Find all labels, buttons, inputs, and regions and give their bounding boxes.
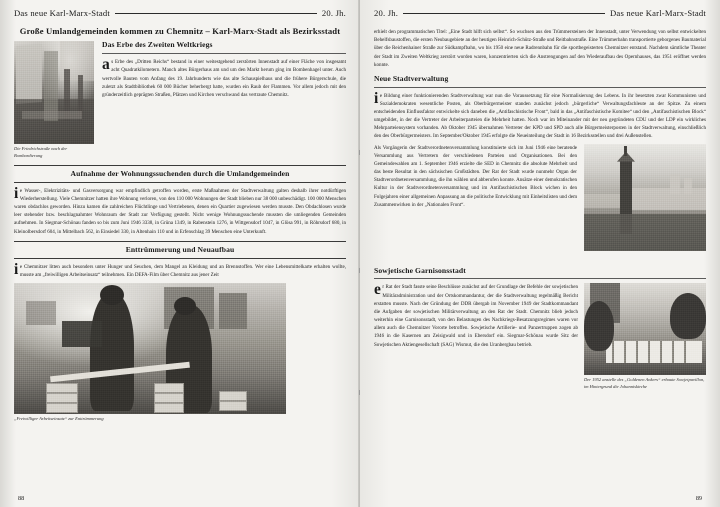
section-text-war-legacy: as Erbe des „Dritten Reichs“ bestand in einer weitestgehend zerstörten Innenstadt auf einer Fläche von insgesamt acht Quadratkilometern. Manch altes Bürgerhaus am und um den Markt herum ging im Bombenhagel unter. Auch wertvolle Bauten vom Anfang des 19. Jahrhunderts wie das alte Schauspielhaus und die frühere Bürgerschule, die zuletzt als Stadtbibliothek 60 000 Bücher beherbergt hatte, wurden ein Raub der Flammen. Vor allem jedoch mit den gründerzeitlich geprägten Straßen, Plätzen und Kirchen verschwand das vertraute Chemnitz. bbox=[102, 56, 346, 98]
city-photo-column bbox=[584, 144, 706, 251]
running-head-title-right: Das neue Karl-Marx-Stadt bbox=[610, 8, 706, 18]
right-lead-paragraph: erhielt den programmatischen Titel: „Eine Stadt hilft sich selbst“. So wuchsen aus den Trümmersteinen der Innenstadt, unter Verwendung von selbst entwickelten Behelfsbaustoffen, die ersten Neubaugebiete an der heutigen Heinrich-Schütz-Straße und Reitbahnstraße. Eine Trümmerbahn transportierte geborgenes Baumaterial über die Reichenhainer Straße zur Südkampfbahn, wo bis 1950 eine neue Radrennbahn für die sportbegeisterten Chemnitzer entstand. Nachdem sämtliche Theater der Stadt im Zweiten Weltkrieg zerstört worden waren, konzentrierten sich die Anstrengungen auf den Wiederaufbau des Opernhauses, das 1951 eröffnet werden konnte. bbox=[374, 29, 706, 68]
section-text-administration: ie Bildung einer funktionierenden Stadtverwaltung war nun die Voraussetzung für eine Normalisierung des Lebens. In ihr besetzten zwar Kommunisten und Sozialdemokraten wesentliche Posten, als Oberbürgermeister standen zunächst jedoch „bürgerliche“ Verwaltungsfachleute an der Spitze. Zu einem entscheidenden Einflussfaktor entwickelte sich daneben die „Antifaschistische Front“, bald in das „Antifaschistische Komitee“ und den „Antifaschistischen Block“ umgebildet, in der die Vertreter der Arbeiterparteien die Mehrheit hatten. Noch war im Miteinander mit der neu gegründeten CDU und der LDP ein wirkliches Mehrparteiensystem vorhanden. Ab Oktober 1945 übernahmen Vertreter der KPD und SPD auch alle Bürgermeisterposten in der Stadtverwaltung, einschließlich den des Oberbürgermeisters. Im September/Oktober 1945 erfolgte die Neueinteilung der Stadt in 16 Bezirksstellen und drei Außenstellen. bbox=[374, 89, 706, 140]
running-head-rule-right bbox=[403, 13, 605, 14]
gutter-tick bbox=[359, 390, 360, 395]
running-head-century-right: 20. Jh. bbox=[374, 8, 399, 18]
section-heading-administration: Neue Stadtverwaltung bbox=[374, 73, 449, 83]
section-text-garrison: er Rat der Stadt fasste seine Beschlüsse zunächst auf der Grundlage der Befehle der sowjetischen Militäradministration und der Ortskommandantur, der die Stadtverwaltung regelmäßig Bericht erstatten musste. Nach der Gründung der DDR übergab im November 1949 der Stadtkommandant die Aufgaben der sowjetischen Militärverwaltung an den Rat der Stadt. Chemnitz blieb jedoch weiterhin eine Garnisonsstadt, von den Belastungen des Nachkriegs-Besatzungsregimes waren vor allem auch die Chemnitzer Vororte betroffen. Sowjetische Artillerie- und Panzertruppen zogen ab 1946 in die Kasernen am Zeisigwald und in Ebersdorf ein. Siegmar-Schönau wurde Sitz der Sowjetischen Aktiengesellschaft (SAG) Wismut, die den Uranbergbau betrieb. bbox=[374, 281, 578, 348]
admin-divider bbox=[374, 87, 706, 88]
section-divider-top-housing bbox=[14, 165, 346, 166]
section-divider-bottom-rubble bbox=[14, 258, 346, 259]
right-page bbox=[360, 0, 720, 507]
right-page-number: 89 bbox=[695, 495, 702, 502]
section-divider-top-rubble bbox=[14, 241, 346, 242]
pavilion-photo-wrap bbox=[584, 283, 706, 390]
running-head-title-left: Das neue Karl-Marx-Stadt bbox=[14, 8, 110, 18]
garrison-divider bbox=[374, 278, 706, 279]
left-text-column bbox=[102, 41, 346, 159]
assembly-columns bbox=[374, 144, 706, 251]
section-heading-war-legacy: Das Erbe des Zweiten Weltkriegs bbox=[102, 40, 213, 50]
section-text-housing: ie Wasser-, Elektrizitäts- und Gasversorgung war empfindlich getroffen worden, erste Maßnahmen der Stadtverwaltung galten deshalb ihrer notdürftigen Wiederherstellung. Viele Chemnitzer hatten ihre Wohnung verloren, von den 110 000 Wohnungen der Stadt blieben nur 38 000 unbeschädigt. 100 000 Menschen waren obdachlos geworden. Hinzu kamen die zahlreichen Flüchtlinge und Vertriebenen, denen ein Quartier zugewiesen werden musste. Den Obdachlosen wurde leer stehender bzw. beschlagnahmter Wohnraum der Stadt zur Verfügung gestellt. Nicht wenige Wohnungssuchende mussten die umliegenden Gemeinden aufnehmen. In Siegmar-Schönau fanden so bis zum Juni 1946 3338, in Grüna 1349, in Rabenstein 1276, in Wittgensdorf 1047, in Glösa 991, in Röhrsdorf 680, in Kleinolbersdorf 604, in Mittelbach 562, in Einsiedel 330, in Altenhain 110 und in Erfenschlag 39 Menschen eine Unterkunft. bbox=[14, 184, 346, 235]
ruins-photo bbox=[14, 41, 94, 144]
section-heading-garrison: Sowjetische Garnisonsstadt bbox=[374, 265, 466, 275]
section-heading-rubble: Enttrümmerung und Neuaufbau bbox=[125, 244, 235, 254]
ruins-photo-caption: Die Friedrichstraße nach der Bombardierung bbox=[14, 146, 68, 158]
city-skyline-photo bbox=[584, 144, 706, 251]
left-lower-block bbox=[14, 165, 346, 422]
soviet-pavilion-photo-caption: Der 1952 anstelle des „Goldenen Ankers“ erbaute Sowjetpavillon, im Hintergrund die Johanniskirche bbox=[584, 377, 705, 389]
rubble-women-photo bbox=[14, 283, 286, 414]
running-head-century-left: 20. Jh. bbox=[321, 8, 346, 18]
assembly-text-column bbox=[374, 144, 577, 251]
section-divider-bottom-housing bbox=[14, 182, 346, 183]
section-text-assembly: Als Vorgängerin der Stadtverordnetenversammlung konstituierte sich im Juni 1946 eine beratende Versammlung aus Vertretern der verschiedenen Parteien und Organisationen. Bei den Gemeindewahlen am 1. September 1946 erzielte die SED in Chemnitz die absolute Mehrheit und das beste Resultat in den sächsischen Großstädten. Der Rat der Stadt wurde nunmehr Organ der Stadtverordnetenversammlung, die ihn wählen und abberufen konnte. Ansätze einer demokratischen Kultur in der Stadtverordnetenversammlung und im Antifaschistischen Block wichen in den Folgejahren einer allgemeinen Anpassung an die politische Entwicklung mit Einheitslisten und dem Zusammenwirken in der „Nationalen Front“. bbox=[374, 144, 577, 208]
spread-main-title: Große Umlandgemeinden kommen zu Chemnitz – Karl-Marx-Stadt als Bezirksstadt bbox=[19, 26, 341, 36]
section-divider bbox=[102, 53, 346, 54]
right-running-head bbox=[374, 6, 706, 20]
garrison-section bbox=[374, 265, 706, 389]
rubble-women-photo-caption: „Freiwilliger Arbeitseinsatz“ zur Enttrümmerung bbox=[14, 415, 104, 421]
section-text-rubble: ie Chemnitzer litten auch besonders unter Hunger und Seuchen, dem Mangel an Kleidung und an Brennstoffen. Wer eine Lebensmittelkarte erhalten wollte, musste am „freiwilligen Arbeitseinsatz“ teilnehmen. Ein DEFA-Film über Chemnitz aus jener Zeit bbox=[14, 260, 346, 278]
ruins-photo-column bbox=[14, 41, 94, 159]
section-heading-housing: Aufnahme der Wohnungssuchenden durch die Umlandgemeinden bbox=[70, 169, 290, 179]
gutter-tick bbox=[359, 150, 360, 155]
left-running-head bbox=[14, 6, 346, 20]
left-page-number: 88 bbox=[18, 495, 25, 502]
soviet-pavilion-photo bbox=[584, 283, 706, 375]
left-upper-columns bbox=[14, 41, 346, 159]
admin-section bbox=[374, 75, 706, 141]
running-head-rule bbox=[115, 13, 317, 14]
gutter-tick bbox=[359, 268, 360, 273]
